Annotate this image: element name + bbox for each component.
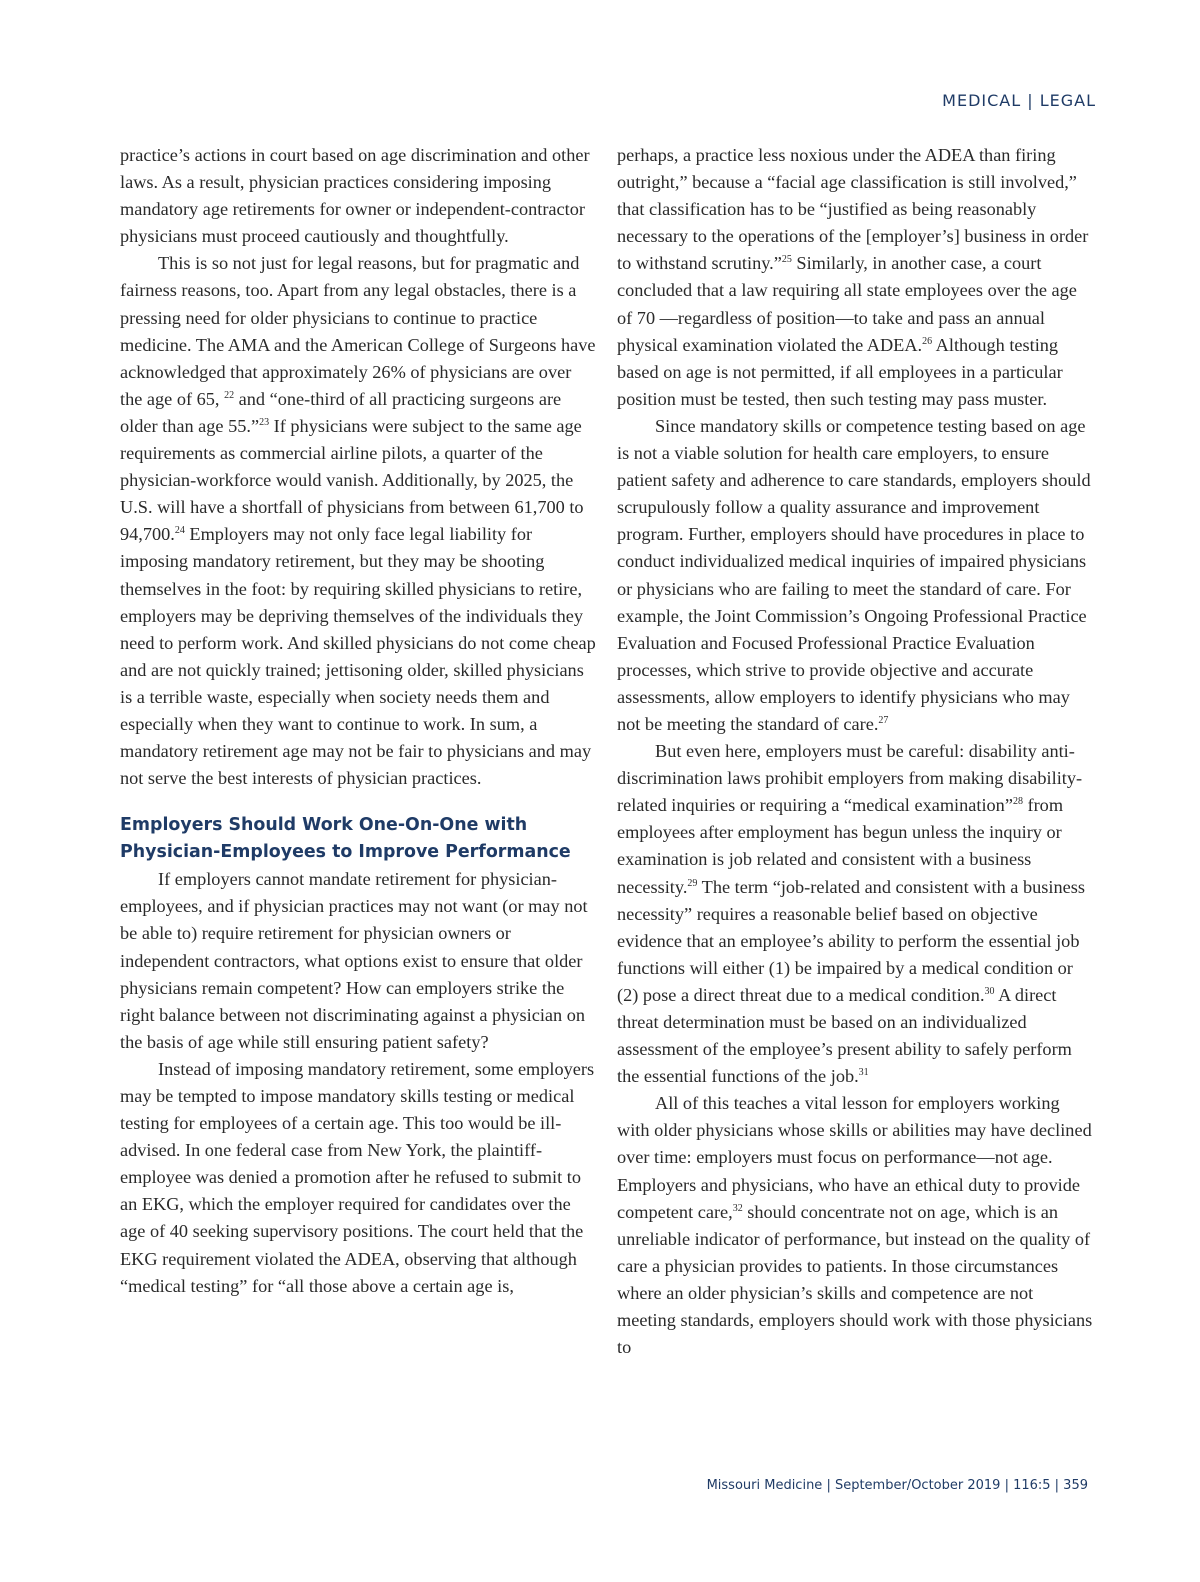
footnote-ref[interactable]: 26 bbox=[922, 335, 933, 347]
footnote-ref[interactable]: 30 bbox=[984, 985, 995, 997]
paragraph bbox=[120, 866, 596, 1056]
paragraph-text: But even here, employers must be careful: disability anti-discrimination laws prohibit employers from making disability-related inquiries or requiring a “medical examination” bbox=[617, 741, 1083, 816]
paragraph-text: and “one-third of all practicing surgeons are older than age 55.” bbox=[120, 388, 562, 436]
paragraph-text: If physicians were subject to the same age requirements as commercial airline pilots, a quarter of the physician-workforce would vanish. Additionally, by 2025, the U.S. will have a shortfall of physicians from between 61,700 to 94,700. bbox=[120, 415, 584, 545]
section-header: MEDICAL | LEGAL bbox=[942, 91, 1096, 110]
paragraph-text: A direct threat determination must be based on an individualized assessment of the employee’s present ability to safely perform the essential functions of the job. bbox=[617, 984, 1072, 1087]
paragraph-text: Since mandatory skills or competence testing based on age is not a viable solution for health care employers, to ensure patient safety and adherence to care standards, employers should scrupulously follow a quality assurance and improvement program. Further, employers should have procedures in place to conduct individualized medical inquiries of impaired physicians or physicians who are failing to meet the standard of care. For example, the Joint Commission’s Ongoing Professional Practice Evaluation and Focused Professional Practice Evaluation processes, which strive to provide objective and accurate assessments, allow employers to identify physicians who may not be meeting the standard of care. bbox=[617, 415, 1091, 734]
right-column bbox=[617, 142, 1093, 1361]
footnote-ref[interactable]: 31 bbox=[858, 1067, 869, 1079]
paragraph-text: Instead of imposing mandatory retirement, some employers may be tempted to impose mandatory skills testing or medical testing for employees of a certain age. This too would be ill-advised. In one federal case from New York, the plaintiff-employee was denied a promotion after he refused to submit to an EKG, which the employer required for candidates over the age of 40 seeking supervisory positions. The court held that the EKG requirement violated the ADEA, observing that although “medical testing” for “all those above a certain age is, bbox=[120, 1058, 595, 1296]
footnote-ref[interactable]: 32 bbox=[732, 1202, 743, 1214]
paragraph-text: Although testing based on age is not permitted, if all employees in a particular position must be tested, then such testing may pass muster. bbox=[617, 334, 1063, 409]
heading-line: Physician-Employees to Improve Performance bbox=[120, 842, 571, 863]
section-heading bbox=[120, 812, 596, 866]
paragraph-text: If employers cannot mandate retirement for physician-employees, and if physician practices may not want (or may not be able to) require retirement for physician owners or independent contractors, what options exist to ensure that older physicians remain competent? How can employers strike the right balance between not discriminating against a physician on the basis of age while still ensuring patient safety? bbox=[120, 869, 588, 1052]
paragraph bbox=[120, 1056, 596, 1300]
footnote-ref[interactable]: 24 bbox=[174, 525, 185, 537]
footnote-ref[interactable]: 27 bbox=[878, 714, 889, 726]
paragraph-text: practice’s actions in court based on age discrimination and other laws. As a result, physician practices considering imposing mandatory age retirements for owner or independent-contractor physicians must proceed cautiously and thoughtfully. bbox=[120, 145, 590, 247]
footnote-ref[interactable]: 22 bbox=[224, 389, 235, 401]
paragraph bbox=[617, 738, 1093, 1090]
paragraph bbox=[120, 250, 596, 792]
paragraph-text: This is so not just for legal reasons, but for pragmatic and fairness reasons, too. Apart from any legal obstacles, there is a pressing need for older physicians to continue to practice medicine. The AMA and the American College of Surgeons have acknowledged that approximately 26% of physicians are over the age of 65, bbox=[120, 253, 596, 409]
paragraph-text: All of this teaches a vital lesson for employers working with older physicians whose skills or abilities may have declined over time: employers must focus on performance—not age. Employers and physicians, who have an ethical duty to provide competent care, bbox=[617, 1093, 1092, 1222]
paragraph-text: should concentrate not on age, which is an unreliable indicator of performance, but instead on the quality of care a physician provides to patients. In those circumstances where an older physician’s skills and competence are not meeting standards, employers should work with those physicians to bbox=[617, 1201, 1093, 1358]
page-footer: Missouri Medicine | September/October 2019 | 116:5 | 359 bbox=[706, 1478, 1088, 1493]
footnote-ref[interactable]: 23 bbox=[259, 416, 270, 428]
paragraph-text: Similarly, in another case, a court concluded that a law requiring all state employees over the age of 70 —regardless of position—to take and pass an annual physical examination violated the ADEA. bbox=[617, 253, 1077, 355]
paragraph bbox=[120, 142, 596, 250]
left-column bbox=[120, 142, 596, 1300]
paragraph bbox=[617, 413, 1093, 738]
heading-line: Employers Should Work One-On-One with bbox=[120, 815, 528, 836]
footnote-ref[interactable]: 25 bbox=[781, 254, 792, 266]
footnote-ref[interactable]: 29 bbox=[687, 877, 698, 889]
footnote-ref[interactable]: 28 bbox=[1012, 796, 1023, 808]
paragraph-text: Employers may not only face legal liability for imposing mandatory retirement, but they may be shooting themselves in the foot: by requiring skilled physicians to retire, employers may be depriving themselves of the individuals they need to perform work. And skilled physicians do not come cheap and are not quickly trained; jettisoning older, skilled physicians is a terrible waste, especially when society needs them and especially when they want to continue to work. In sum, a mandatory retirement age may not be fair to physicians and may not serve the best interests of physician practices. bbox=[120, 524, 596, 789]
paragraph bbox=[617, 1090, 1093, 1361]
paragraph-text: perhaps, a practice less noxious under the ADEA than firing outright,” because a “facial age classification is still involved,” that classification has to be “justified as being reasonably necessary to the operations of the [employer’s] business in order to withstand scrutiny.” bbox=[617, 145, 1089, 274]
paragraph bbox=[617, 142, 1093, 413]
paragraph-text: The term “job-related and consistent with a business necessity” requires a reasonable belief based on objective evidence that an employee’s ability to perform the essential job functions will either (1) be impaired by a medical condition or (2) pose a direct threat due to a medical condition. bbox=[617, 876, 1085, 1005]
paragraph-text: from employees after employment has begun unless the inquiry or examination is job related and consistent with a business necessity. bbox=[617, 795, 1064, 897]
